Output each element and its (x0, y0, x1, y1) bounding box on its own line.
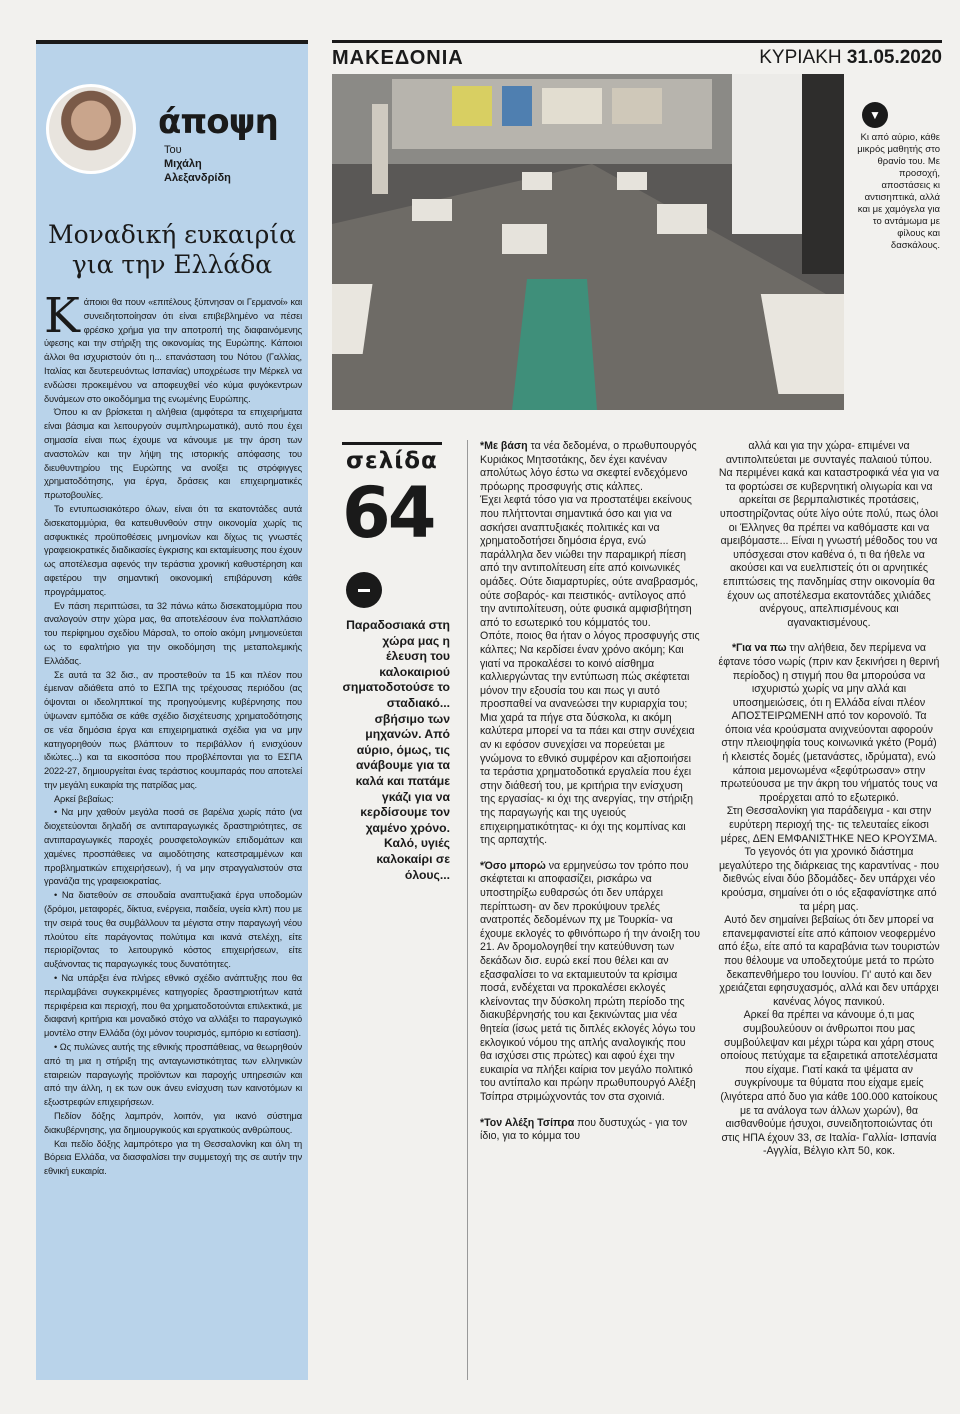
opinion-headline (44, 220, 300, 280)
headline-line-2: για την Ελλάδα (71, 250, 273, 279)
paragraph: Αυτό δεν σημαίνει βεβαίως ότι δεν μπορεί να επανεμφανιστεί είτε από κάποιον νεοφερμένο από έξω, είτε από τα καραβάνια των τουριστών που θέλουμε να υποδεχτούμε μετά το πρώτο δεκαπενθήμερο του Ιουνίου. Γι' αυτό και δεν χρειάζεται εφησυχασμός, αλλά και δεν υπάρχει κανένας λόγος πανικού. (718, 914, 940, 1008)
paragraph: • Να μην χαθούν μεγάλα ποσά σε βαρέλια χωρίς πάτο (να διοχετεύονται δηλαδή σε αντιπαραγωγικές δραστηριότητες, σε αντιπαραγωγικές παροχές ρουσφετολογικών επιδομάτων και χαμένες προσπάθειες να αιμοδότησης κατεστραμμένων και προβληματικών επιχειρήσεων), ή να μην στραγγαλιστούν στα γρανάζια της γραφειοκρατίας. (44, 807, 302, 887)
page-number: 64 (342, 472, 434, 554)
author-photo (46, 84, 136, 174)
drop-cap: Κ (44, 288, 80, 344)
issue-date-value: 31.05.2020 (846, 47, 942, 68)
side-note: Παραδοσιακά στη χώρα μας η έλευση του καλοκαιριού σηματοδοτούσε το σταδιακό... σβήσιμο των μηχανών. Από αύριο, όμως, τις ανάβουμε για τα καλά και πατάμε γκάζι για να κερδίσουμε τον χαμένο χρόνο. Καλό, υγιές καλοκαίρι σε όλους... (342, 618, 450, 882)
column-divider (467, 440, 468, 1380)
opinion-label: άποψη (158, 102, 278, 142)
paragraph: Όπου κι αν βρίσκεται η αλήθεια (αμφότερα τα επιχειρήματα είναι βάσιμα και λειτουργούν συμπληρωματικά), αυτό που έχει σημασία είναι πως έχουμε να κάνουμε με την άρση των αναστολών και την λήψη της ιστορικής απόφασης του διευθυντηρίου της Ευρώπης να ανοίξει τις στρόφιγγες χρηματοδότησης, για έργα, δράσεις και επιχειρηματικές πρωτοβουλίες. (44, 407, 302, 501)
paragraph: Και πεδίο δόξης λαμπρότερο για τη Θεσσαλονίκη και όλη τη Βόρεια Ελλάδα, να διασφαλίσει την συμμετοχή της σε αυτήν την εθνική ευκαιρία. (44, 1138, 302, 1177)
paragraph: Εν πάση περιπτώσει, τα 32 πάνω κάτω δισεκατομμύρια που αναλογούν στην χώρα μας, θα αποτελέσουν ένα πολλαπλάσιο του περίφημου σχεδίου Μάρσαλ, το οποίο ακόμη μνημονεύεται ως το εφαλτήριο για την οικοδόμηση της μεταπολεμικής Ελλάδας. (44, 600, 302, 666)
paragraph: *Με βάση τα νέα δεδομένα, ο πρωθυπουργός Κυριάκος Μητσοτάκης, δεν έχει κανέναν απολύτως λόγο έστω να σκεφτεί ενδεχόμενο πρόωρης προσφυγής στις κάλπες. (480, 440, 697, 493)
opinion-column (36, 40, 308, 1380)
column-top-rule (342, 442, 442, 445)
paragraph: Σε αυτά τα 32 δισ., αν προστεθούν τα 15 και πλέον που έμειναν αδιάθετα από το ΕΣΠΑ της τρέχουσας περιόδου (ας όψονται οι ιδεοληπτικοί της προηγούμενης κυβέρνησης που ύψωναν εμπόδια σε κάθε σχέδιο δισχέτευσης χρηματοδότησης σε νέα δημόσια έργα και επιχειρηματικά σχέδια για να μην κατηγορηθούν πως βλάπτουν το περιβάλλον ή ενισχύουν ιδιώτες...) και τα εικοσιτόσα που προβλέπονται για το ΕΣΠΑ 2022-27, δημιουργείται ένας τεράστιος κουμπαράς που αποτελεί την μεγάλη ευκαιρία της πατρίδας μας. (44, 669, 302, 790)
page-label: σελίδα (346, 448, 438, 474)
paragraph: • Ως πυλώνες αυτής της εθνικής προσπάθειας, να θεωρηθούν από τη μια η στήριξη της ανταγωνιστικότητας των ελληνικών εταιρειών παραγωγής προϊόντων και παροχής υπηρεσιών και από την άλλη, η εκ των ουκ άνευ ενίσχυση των καινοτόμων κι εξωστρεφών επιχειρήσεων. (44, 1042, 302, 1108)
author-last-name: Αλεξανδρίδη (164, 172, 231, 184)
paragraph: • Να διατεθούν σε σπουδαία αναπτυξιακά έργα υποδομών (δρόμοι, μεταφορές, δίκτυα, ενέργεια, παιδεία, υγεία κλπ) που με την σειρά τους θα συμβάλλουν τα μέγιστα στην παραγωγή νέου πλούτου είτε παράγοντας πολύτιμα και ικανά στελέχη, είτε περιορίζοντας το λειτουργικό κόστος επιχειρήσεων, είτε αυξάνοντας τις παραγωγικές τους δυνατότητες. (44, 890, 302, 970)
paragraph: Αρκεί θα πρέπει να κάνουμε ό,τι μας συμβουλεύουν οι άνθρωποι που μας συμβούλεψαν και μέχρι τώρα και χάρη στους οποίους πετύχαμε τα εξαιρετικά αποτελέσματα που είχαμε. Γιατί κακά τα ψέματα αν συγκρίνουμε τα θύματα που είχαμε εμείς (λιγότερα από δυο για κάθε 100.000 κατοίκους με τα ανάλογα των άλλων χωρών), θα αισθανθούμε ήσυχοι, συνειδητοποιώντας ότι στις ΗΠΑ έχουν 33, σε Ιταλία- Γαλλία- Ισπανία -Αγγλία, Βέλγιο κλπ 50, κοκ. (720, 1009, 938, 1158)
photo-caption: Κι από αύριο, κάθε μικρός μαθητής στο θρανίο του. Με προσοχή, αποστάσεις κι αντισηπτικά, αλλά και με χαμόγελα για το αντάμωμα με φίλους και δασκάλους. (857, 132, 940, 251)
issue-day: ΚΥΡΙΑΚΗ (759, 47, 842, 68)
paragraph: *Για να πω την αλήθεια, δεν περίμενα να έφτανε τόσο νωρίς (πριν καν ξεκινήσει η θερινή περίοδος) η στιγμή που θα μπορούσα να ισχυριστώ χωρίς να μην αλλά και υποσημειώσεις, ότι η Ελλάδα είναι πλέον ΑΠΟΣΤΕΙΡΩΜΕΝΗ από τον κορονοϊό. Τα όποια νέα κρούσματα ανιχνεύονται αφορούν στην πλειοψηφία τους κοινωνικά γκέτο (Ρομά) ή κλειστές δομές (μετανάστες, ιδρύματα), ενώ κάποια μεμονωμένα «ξεφύτρωσαν» στην πρωτεύουσα με την άκρη του νήματός τους να προέρχεται από το εξωτερικό. (718, 642, 940, 804)
paragraph: *Τον Αλέξη Τσίπρα που δυστυχώς - για τον ίδιο, για το κόμμα του (480, 1116, 688, 1143)
page-header (332, 40, 942, 73)
paragraph: Έχει λεφτά τόσο για να προστατέψει εκείνους που πλήττονται σημαντικά όσο και για να ασκήσει αναπτυξιακές πολιτικές και να χρηματοδοτήσει δημόσια έργα, ενώ παράλληλα δεν νιώθει την παραμικρή πίεση από την αντιπολίτευση είτε από κοινωνικές ομάδες. Ούτε διαμαρτυρίες, ούτε αναβρασμός, ούτε σοβαρός- και πειστικός- αντίλογος από την αντιπολίτευση, ούτε φυσικά αμφισβήτηση από το εσωτερικό του κόμματός του. (480, 494, 699, 629)
column-two (480, 440, 700, 1144)
caption-arrow-icon: ▼ (862, 102, 888, 128)
paragraph: Το εντυπωσιακότερο όλων, είναι ότι τα εκατοντάδες αυτά δισεκατομμύρια, θα κατευθυνθούν στην οικονομία χωρίς τις ασφυκτικές προϋποθέσεις μνημονίων και δίχως τις γνωστές γραφειοκρατικές διαδικασίες έγκρισης και εκταμίευσης που έχουν ως αποτέλεσμα αφενός την τεράστια χρονική καθυστέρηση και αφετέρου την σημαντική οικονομική επιβάρυνση κάθε προγράμματος. (44, 503, 302, 597)
opinion-body (44, 288, 302, 1179)
paragraph: Μια χαρά τα πήγε στα δύσκολα, κι ακόμη καλύτερα μπορεί να τα πάει και στην συνέχεια αν κι εφόσον συνεχίσει να πορεύεται με γνώμονα το εθνικό συμφέρον και αξιοποιήσει τα τεράστια χρηματοδοτικά εργαλεία που έχει στην διάθεσή του, με κριτήρια την ενίσχυση της εργασίας- κι όχι της ανεργίας, την στήριξη της παραγωγής και της υγειούς επιχειρηματικότητας- κι όχι της κομπίνας και της αρπαχτής. (480, 711, 695, 847)
issue-date (759, 47, 942, 69)
classroom-illustration (332, 74, 844, 410)
paragraph: • Να υπάρξει ένα πλήρες εθνικό σχέδιο ανάπτυξης που θα περιλαμβάνει συγκεκριμένες κατηγορίες δραστηριοτήτων κατά περιφέρεια και περιοχή, που θα χρηματοδοτούνται επιλεκτικά, με διαφανή κριτήρια και μοναδικό στόχο να αλλάξει το παραγωγικό μοντέλο στην Ελλάδα (όχι μόνον τουρισμός, εμπόριο κι εστίαση). (44, 973, 302, 1039)
author-first-name: Μιχάλη (164, 158, 202, 170)
paragraph: Πεδίον δόξης λαμπρόν, λοιπόν, για ικανό σύστημα διακυβέρνησης, για δημιουργικούς και εργατικούς ανθρώπους. (44, 1111, 302, 1135)
section-title: ΜΑΚΕΔΟΝΙΑ (332, 47, 464, 69)
paragraph: Οπότε, ποιος θα ήταν ο λόγος προσφυγής στις κάλπες; Να κερδίσει έναν χρόνο ακόμη; Και γιατί να προκαλέσει το κοινό αίσθημα καλλιεργώντας την εντύπωση πώς σκέφτεται μόνον την εξουσία του και πως γι αυτό προσπαθεί να ανανεώσει την κυριαρχία του; (480, 630, 700, 711)
paragraph: *Όσο μπορώ να ερμηνεύσω τον τρόπο που σκέφτεται κι αποφασίζει, ρισκάρω να υποστηρίξω ευθαρσώς ότι δεν υπάρχει περίπτωση- αν δεν προκύψουν τρελές ανατροπές δεδομένων πχ με Τουρκία- να έχουμε εκλογές το φθινόπωρο ή την άνοιξη του 21. Αν δρομολογηθεί την κατεύθυνση των δεκάδων δισ. ευρώ εκεί που θέλει και αν εξασφαλίσει το να εκταμιευτούν τα κρίσιμα ποσά, ενδέχεται να προκαλέσει εκλογές κλείνοντας την δύσκολη πρώτη περίοδο της διακυβέρνησής του και ξεκινώντας μια νέα θητεία (ίσως μετά τις διπλές εκλογές λόγω του εκλογικού νόμου της απλής αναλογικής που θα ισχύσει στις πρώτες) και αφού έχει την ευκαιρία να πλήξει καίρια τον μεγάλο πολιτικό του αντίπαλο και πρώην πρωθυπουργό Αλέξη Τσίπρα στριμώχνοντάς τον στα σχοινιά. (480, 859, 701, 1103)
paragraph: Κάποιοι θα πουν «επιτέλους ξύπνησαν οι Γερμανοί» και συνειδητοποίησαν ότι είναι επιβεβλημένο να πέσει φρέσκο χρήμα για την αποτροπή της διαφαινόμενης ύφεσης και την στήριξη της οικονομίας της Ευρώπης. Κάποιοι άλλοι θα ισχυριστούν ότι η... επανάσταση του Νότου (Γαλλίας, Ιταλίας και δευτερευόντως Ισπανίας) υποχρέωσε την Μέρκελ να ενδώσει προκειμένου να αποφευχθεί νέο κύμα φυγόκεντρων δυνάμεων στο οικοδόμημα της ενωμένης Ευρώπης. (44, 288, 302, 404)
column-three (718, 440, 940, 1159)
paragraph: Στη Θεσσαλονίκη για παράδειγμα - και στην ευρύτερη περιοχή της- τις τελευταίες είκοσι μέρες, ΔΕΝ ΕΜΦΑΝΙΣΤΗΚΕ ΝΕΟ ΚΡΟΥΣΜΑ. Το γεγονός ότι για χρονικό διάστημα μεγαλύτερο της διάρκειας της καραντίνας - που διεθνώς είναι δύο βδομάδες- δεν υπάρχει νέο κρούσμα, σημαίνει ότι ο ιός εξαφανίστηκε από τα μέρη μας. (718, 805, 940, 913)
minus-icon (346, 572, 382, 608)
byline-prefix: Του (164, 144, 182, 156)
headline-line-1: Μοναδική ευκαιρία (48, 220, 296, 249)
paragraph: Αρκεί βεβαίως: (54, 793, 114, 804)
classroom-photo (332, 74, 844, 410)
paragraph: αλλά και για την χώρα- επιμένει να αντιπολιτεύεται με συνταγές παλαιού τύπου. Να περιμένει κακά και καταστροφικά νέα για να τα φορτώσει σε κυβερνητική ολιγωρία και να αρκείται σε βερμπαλιστικές προτάσεις, υποστηρίζοντας ούτε λίγο ούτε πολύ, πως όλοι οι Έλληνες θα πρέπει να καθόμαστε και να αμειβόμαστε... Είναι η γνωστή μέθοδος του να υπόσχεσαι στον καθένα ό, τι θα ήθελε να ακούσει και να ευελπιστείς ότι οι αρνητικές επιπτώσεις της πανδημίας στην οικονομία θα έχουν ως αποτέλεσμα εκατοντάδες χιλιάδες ανέργους, απελπισμένους και αγανακτισμένους. (718, 440, 940, 629)
